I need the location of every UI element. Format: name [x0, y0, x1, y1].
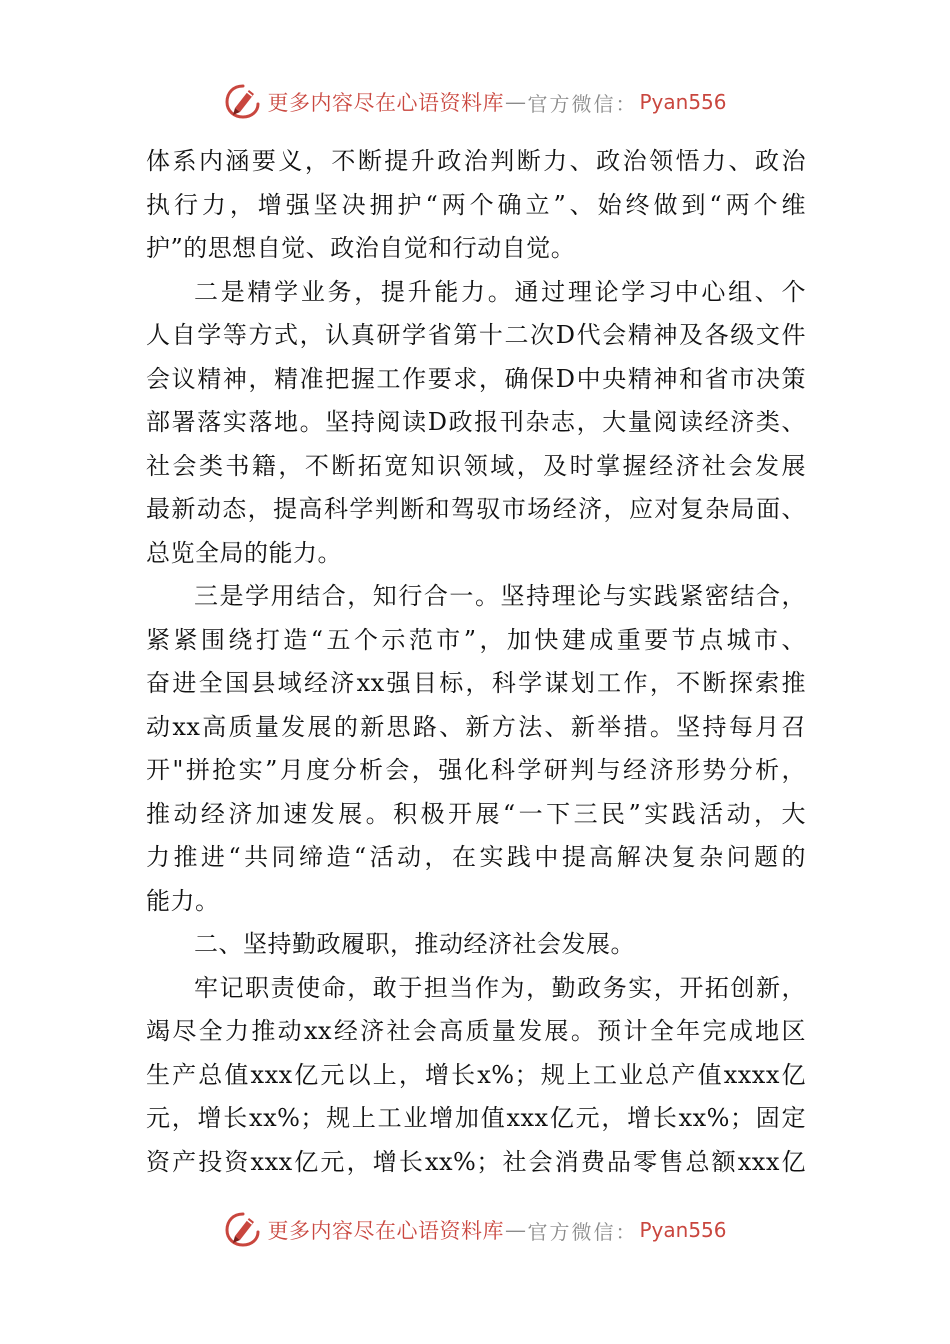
header-watermark [0, 80, 950, 124]
text-line: 奋进全国县域经济xx强目标，科学谋划工作，不断探索推 [146, 669, 806, 697]
text-line: 社会类书籍，不断拓宽知识领域，及时掌握经济社会发展 [146, 451, 806, 480]
text-line: 竭尽全力推动xx经济社会高质量发展。预计全年完成地区 [146, 1017, 806, 1045]
text-line: 人自学等方式，认真研学省第十二次D代会精神及各级文件 [146, 321, 806, 349]
document-body [146, 140, 806, 1184]
text-line: 最新动态，提高科学判断和驾驭市场经济，应对复杂局面、 [146, 495, 806, 523]
text-line: 部署落实落地。坚持阅读D政报刊杂志，大量阅读经济类、 [146, 408, 806, 436]
watermark-wechat-label: 官方微信： [527, 91, 638, 116]
footer-watermark [0, 1208, 950, 1252]
text-line: 体系内涵要义，不断提升政治判断力、政治领悟力、政治 [146, 147, 806, 175]
text-line: 资产投资xxx亿元，增长xx%；社会消费品零售总额xxx亿 [146, 1147, 806, 1176]
text-line: 总览全局的能力。 [146, 538, 342, 567]
pen-logo-icon [223, 1210, 263, 1250]
text-line: 元，增长xx%；规上工业增加值xxx亿元，增长xx%；固定 [146, 1104, 806, 1132]
text-line: 二是精学业务，提升能力。通过理论学习中心组、个 [194, 277, 806, 306]
text-line: 力推进“共同缔造“活动，在实践中提高解决复杂问题的 [146, 843, 806, 871]
text-line: 紧紧围绕打造“五个示范市”，加快建成重要节点城市、 [146, 625, 806, 654]
watermark-separator: — [504, 1218, 527, 1242]
watermark-wechat-id: Pyan556 [639, 90, 727, 114]
text-line: 三是学用结合，知行合一。坚持理论与实践紧密结合， [194, 582, 806, 610]
text-line: 动xx高质量发展的新思路、新方法、新举措。坚持每月召 [146, 712, 806, 741]
watermark-wechat-id: Pyan556 [639, 1218, 727, 1242]
watermark-site-text: 更多内容尽在心语资料库 [267, 1219, 504, 1243]
text-line: 开"拼抢实”月度分析会，强化科学研判与经济形势分析， [146, 756, 806, 784]
text-line: 执行力，增强坚决拥护“两个确立”、始终做到“两个维 [146, 190, 806, 219]
text-line: 牢记职责使命，敢于担当作为，勤政务实，开拓创新， [194, 973, 806, 1002]
watermark-site-text: 更多内容尽在心语资料库 [267, 91, 504, 115]
text-line: 护”的思想自觉、政治自觉和行动自觉。 [146, 234, 576, 262]
watermark-separator: — [504, 90, 527, 114]
text-line: 会议精神，精准把握工作要求，确保D中央精神和省市决策 [146, 364, 806, 393]
text-line: 推动经济加速发展。积极开展“一下三民”实践活动，大 [146, 799, 806, 828]
pen-logo-icon [223, 82, 263, 122]
text-line: 生产总值xxx亿元以上，增长x%；规上工业总产值xxxx亿 [146, 1060, 806, 1089]
text-line: 二、坚持勤政履职，推动经济社会发展。 [194, 930, 635, 958]
text-line: 能力。 [146, 886, 220, 915]
watermark-wechat-label: 官方微信： [527, 1219, 638, 1244]
